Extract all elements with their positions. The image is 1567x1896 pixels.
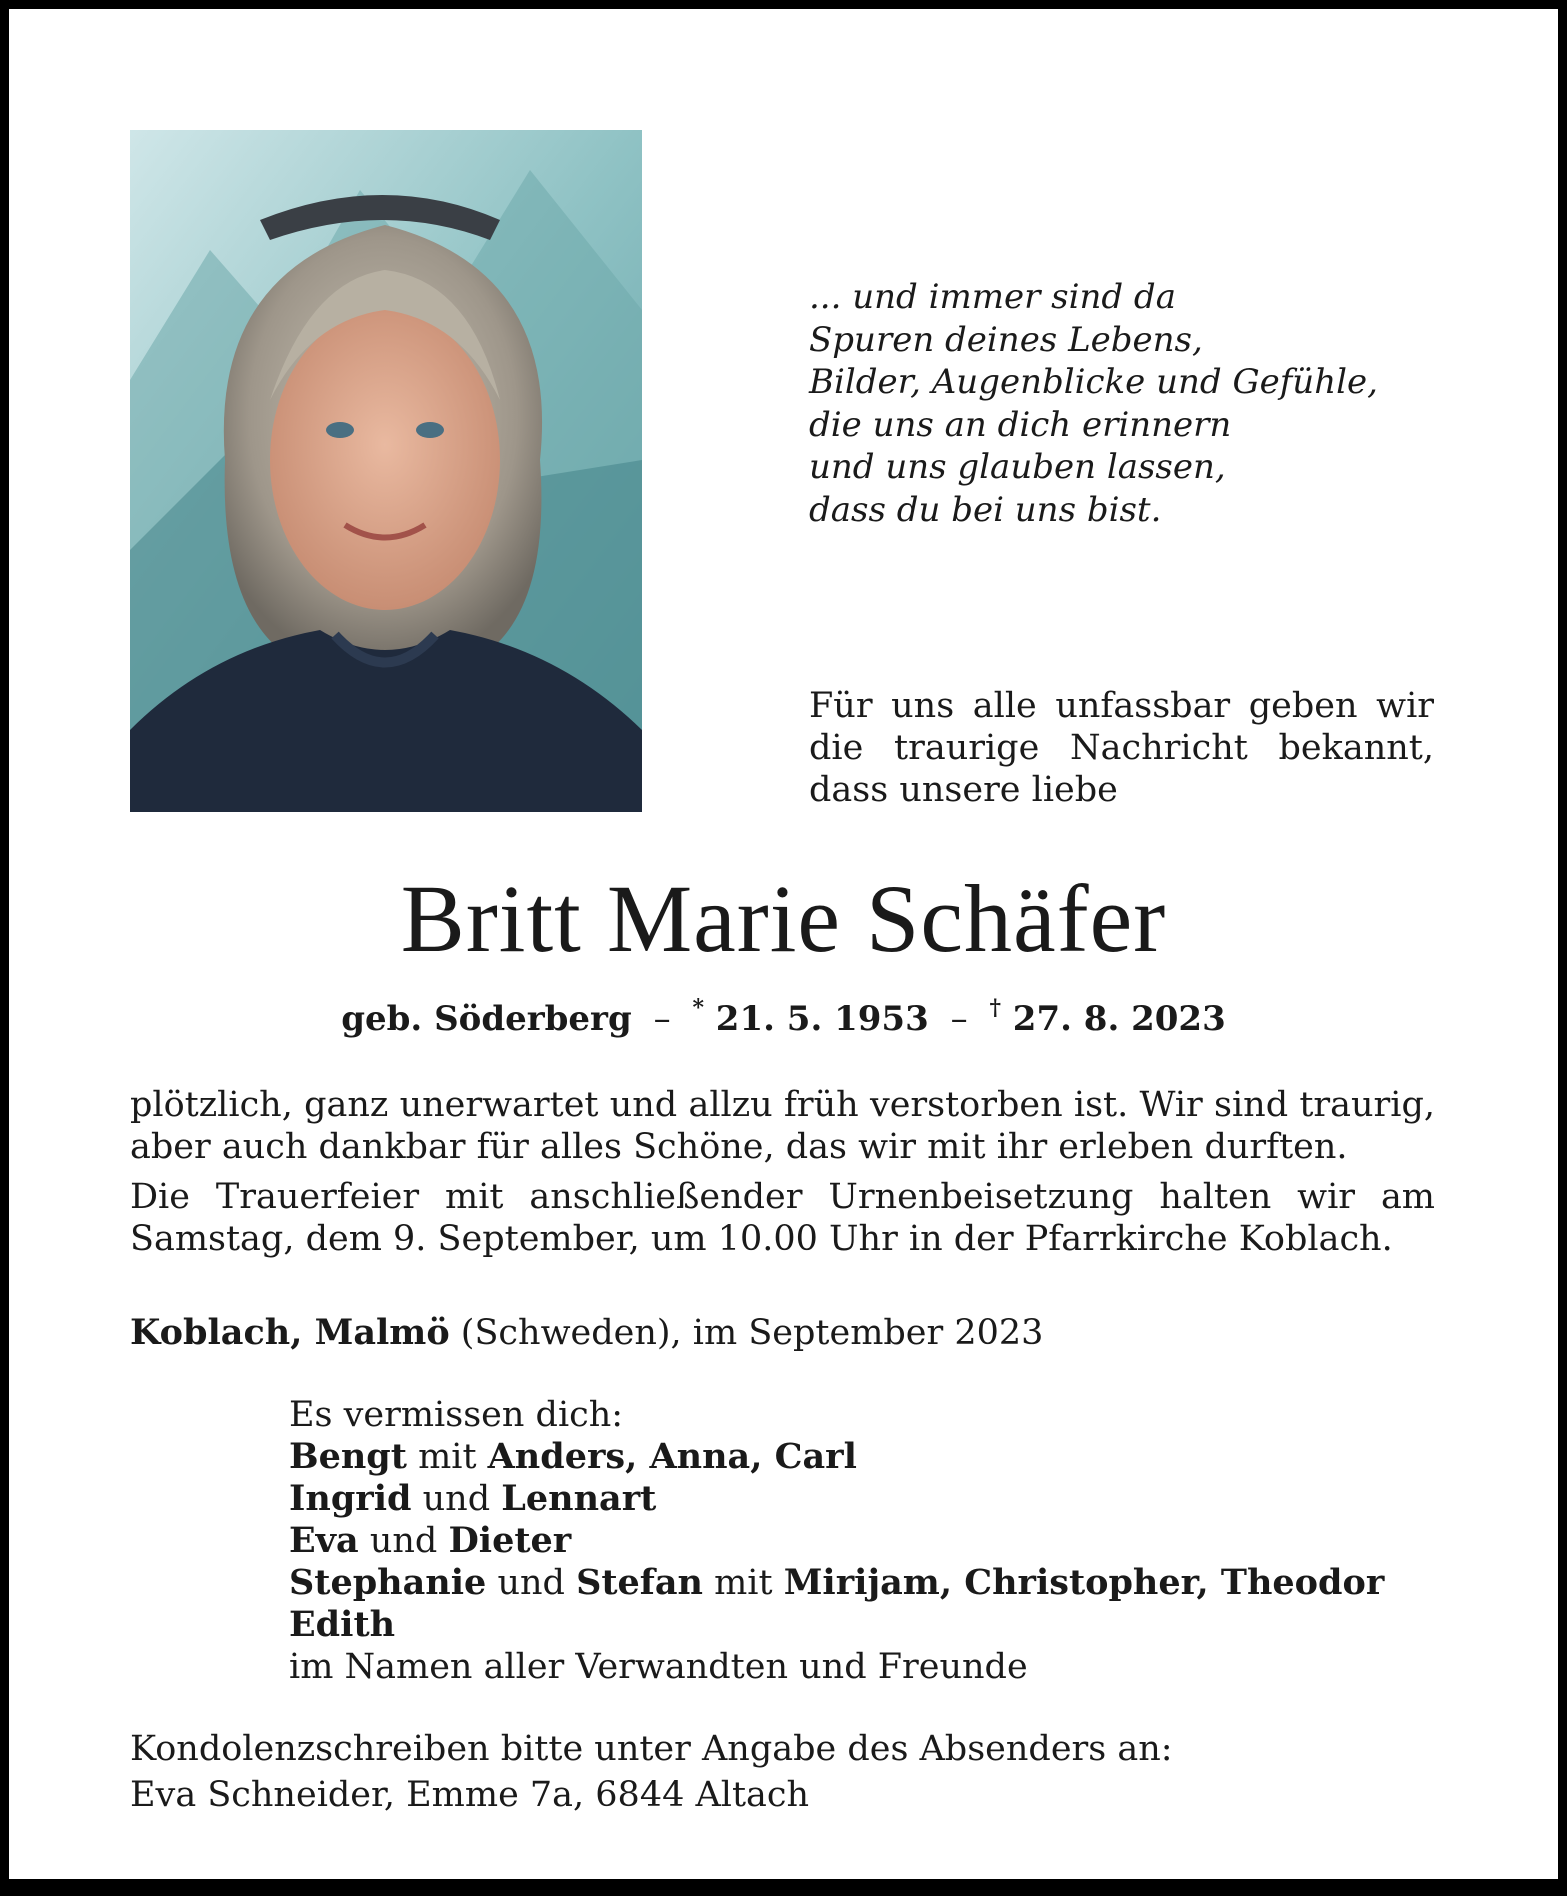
mourner-line	[289, 1478, 1384, 1520]
condolence-recipient: Eva Schneider, Emme 7a, 6844 Altach	[130, 1775, 810, 1815]
mourner-line	[289, 1604, 1384, 1646]
death-symbol: †	[989, 995, 1001, 1021]
mourner-name: Anders, Anna, Carl	[487, 1436, 857, 1477]
birth-name: geb. Söderberg	[341, 999, 632, 1039]
birth-date: 21. 5. 1953	[715, 999, 929, 1039]
place-rest: (Schweden), im September 2023	[449, 1313, 1044, 1353]
connector: mit	[406, 1437, 488, 1477]
mourner-name: Dieter	[448, 1520, 572, 1561]
poem-line: Spuren deines Lebens,	[809, 319, 1203, 360]
birth-symbol: *	[692, 995, 704, 1021]
poem-line: und uns glauben lassen,	[809, 447, 1226, 487]
obituary-page	[9, 9, 1558, 1879]
mourner-line	[289, 1520, 1384, 1562]
memorial-poem	[809, 276, 1509, 531]
funeral-details: Die Trauerfeier mit anschließender Urnenbeisetzung halten wir am Samstag, dem 9. September, um 10.00 Uhr in der Pfarrkirche Koblach.	[130, 1177, 1435, 1259]
separator: –	[653, 999, 671, 1039]
connector: mit	[702, 1563, 784, 1603]
condolence-address	[130, 1726, 1173, 1818]
mourner-name: Bengt	[289, 1436, 407, 1477]
place-and-date	[130, 1312, 1043, 1353]
poem-line: die uns an dich erinnern	[809, 404, 1232, 445]
poem-line: dass du bei uns bist.	[809, 489, 1162, 530]
condolence-instruction: Kondolenzschreiben bitte unter Angabe des Absenders an:	[130, 1729, 1173, 1769]
mourner-name: Eva	[289, 1520, 359, 1561]
connector: und	[486, 1563, 577, 1603]
announcement-body	[130, 1084, 1435, 1268]
life-dates	[9, 995, 1558, 1039]
portrait-photo	[130, 130, 642, 812]
mourners-closing: im Namen aller Verwandten und Freunde	[289, 1647, 1028, 1687]
mourner-line	[289, 1436, 1384, 1478]
mourner-name: Ingrid	[289, 1478, 412, 1519]
poem-line: Bilder, Augenblicke und Gefühle,	[809, 362, 1378, 402]
separator: –	[950, 999, 968, 1039]
body-paragraph: plötzlich, ganz unerwartet und allzu früh verstorben ist. Wir sind traurig, aber auch dankbar für alles Schöne, das wir mit ihr erleben durften.	[130, 1085, 1435, 1167]
poem-line: ... und immer sind da	[809, 277, 1176, 317]
mourner-name: Mirijam, Christopher, Theodor	[783, 1562, 1385, 1603]
mourner-name: Edith	[289, 1604, 396, 1645]
mourner-name: Stephanie	[289, 1562, 487, 1603]
death-date: 27. 8. 2023	[1012, 999, 1226, 1039]
mourners-list	[289, 1394, 1384, 1688]
connector: und	[411, 1479, 502, 1519]
mourner-line	[289, 1562, 1384, 1604]
place-cities: Koblach, Malmö	[130, 1312, 450, 1353]
mourner-name: Stefan	[576, 1562, 703, 1603]
mourners-heading: Es vermissen dich:	[289, 1395, 624, 1435]
deceased-name: Britt Marie Schäfer	[400, 865, 1167, 972]
announcement-intro: Für uns alle unfassbar geben wir die traurige Nachricht bekannt, dass unsere liebe	[809, 686, 1434, 810]
connector: und	[358, 1521, 449, 1561]
mourner-name: Lennart	[501, 1478, 657, 1519]
